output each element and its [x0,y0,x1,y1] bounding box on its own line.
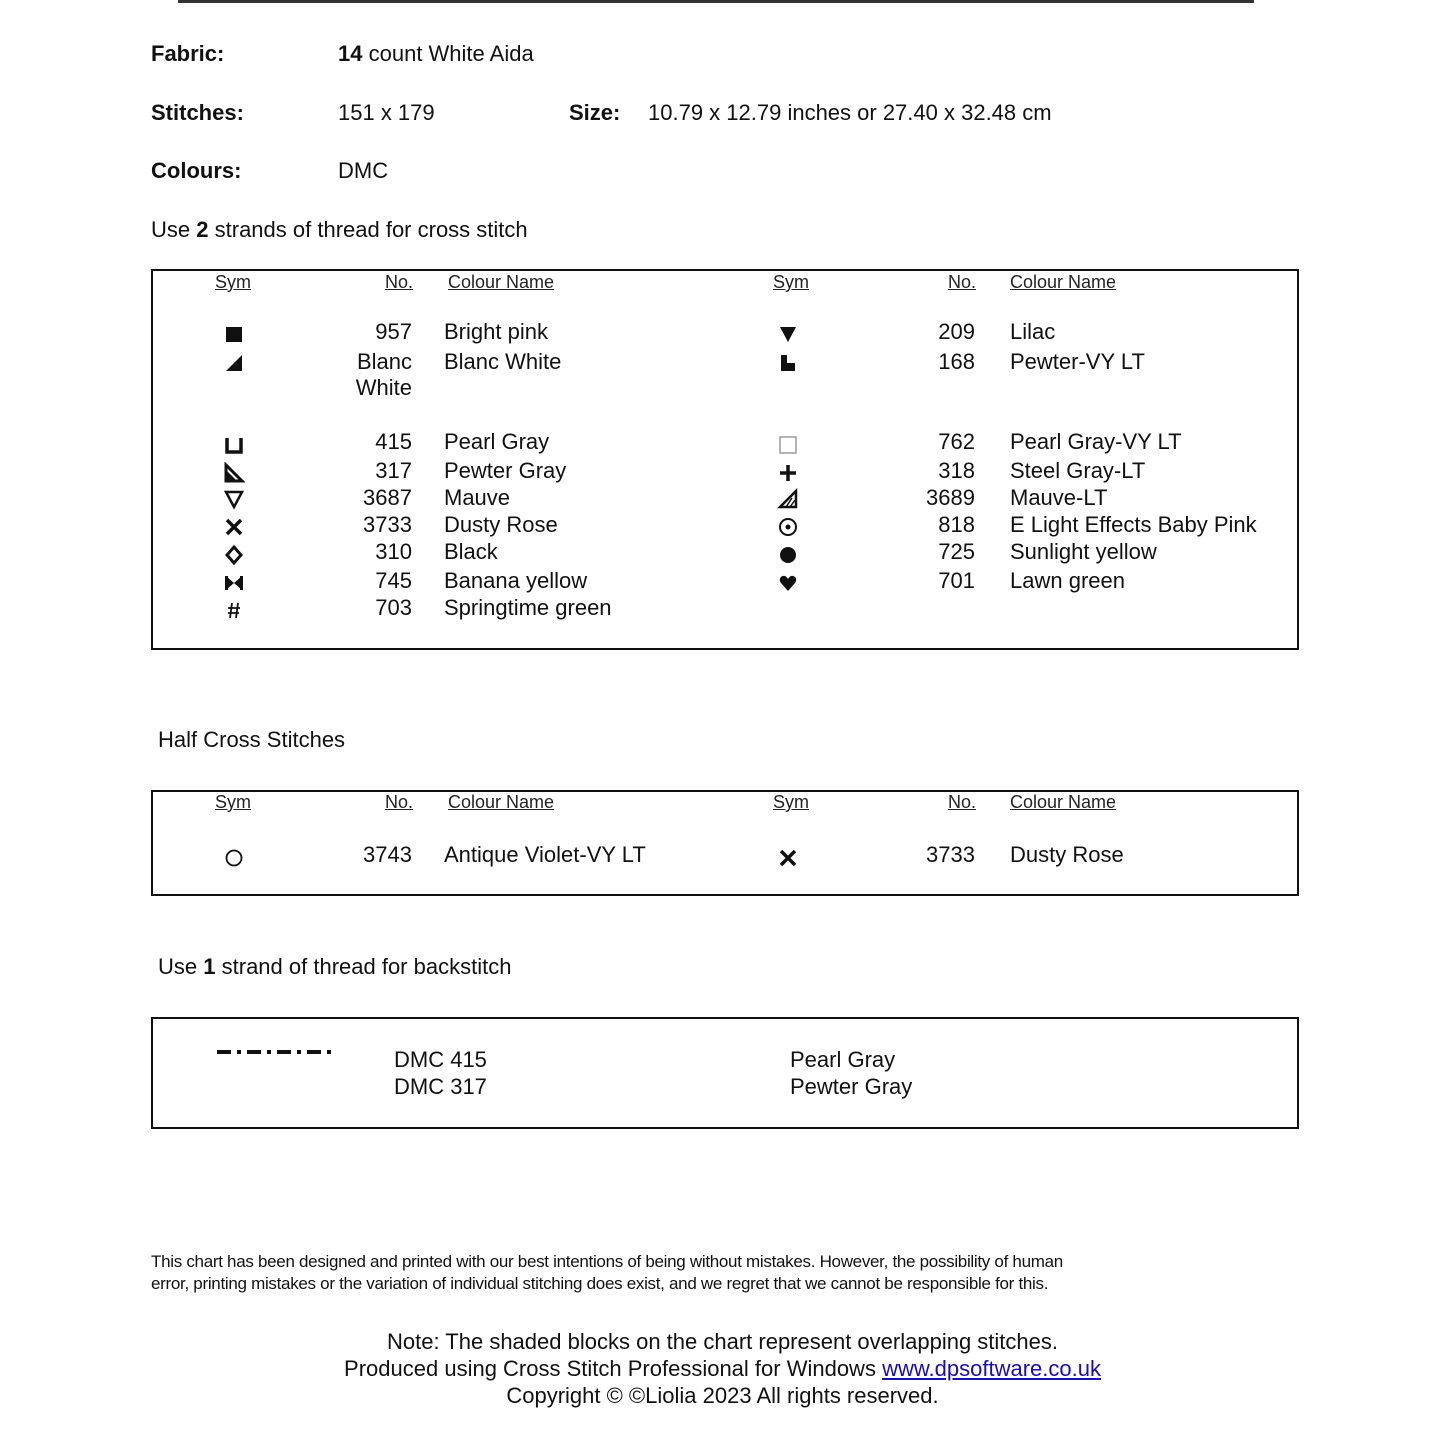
backstitch-pre: Use [158,954,198,979]
plus-icon [777,462,799,484]
col-header-sym-right: Sym [773,272,809,292]
half-triangle-icon [223,352,245,374]
half-cross-no-right: 3733 [926,842,975,867]
fabric-text: count White Aida [368,41,534,66]
row-colour-name: Black [444,539,498,564]
row-no: 3689 [926,485,975,510]
row-colour-name: Mauve-LT [1010,485,1108,510]
half-cross-name-left: Antique Violet-VY LT [444,842,646,867]
footer-produced [0,1355,1445,1382]
row-colour-name: Springtime green [444,595,612,620]
fabric-label: Fabric: [151,41,225,66]
row-colour-name: Steel Gray-LT [1010,458,1146,483]
heart-icon [777,572,799,594]
dash-dot-line-icon [216,1044,336,1054]
row-no: 957 [375,319,412,344]
row-no: 310 [375,539,412,564]
filled-circle-icon [777,544,799,566]
row-no: 745 [375,568,412,593]
row-colour-name: Pewter Gray [444,458,567,483]
cross-strands-post: strands of thread for cross stitch [214,217,528,242]
row-no: 3733 [363,512,412,537]
cross-stitch-instruction [151,217,528,243]
col-header-colour-left: Colour Name [448,792,555,812]
col-header-no-right: No. [948,792,977,812]
open-square-bracket-icon [223,434,245,456]
top-rule [178,0,1254,3]
produced-text: Produced using Cross Stitch Professional for Windows [344,1356,876,1381]
hash-icon [223,599,245,621]
backstitch-name: Pearl Gray [790,1047,896,1072]
backstitch-key-table [151,1017,1299,1129]
cross-strands-pre: Use [151,217,191,242]
disclaimer-line-1: This chart has been designed and printed with our best intentions of being without mistakes. However, the possibility of human [151,1252,1063,1271]
bowtie-icon [223,572,245,594]
col-header-no-left: No. [385,792,414,812]
cross-strands-num: 2 [196,217,209,242]
backstitch-post: strand of thread for backstitch [221,954,512,979]
col-header-no-left: No. [385,272,414,292]
row-no: 318 [938,458,975,483]
backstitch-code: DMC 415 [394,1047,487,1072]
row-no: 168 [938,349,975,374]
colours-label: Colours: [151,158,242,183]
footer-note: Note: The shaded blocks on the chart represent overlapping stitches. [387,1329,1058,1354]
x-mark-icon [777,847,799,869]
half-cross-title: Half Cross Stitches [158,727,346,752]
row-colour-name: Banana yellow [444,568,588,593]
row-no: 415 [375,429,412,454]
row-colour-name: Sunlight yellow [1010,539,1157,564]
down-triangle-icon [777,323,799,345]
size-value: 10.79 x 12.79 inches or 27.40 x 32.48 cm [648,100,1052,125]
stitches-value: 151 x 179 [338,100,435,125]
backstitch-num: 1 [203,954,216,979]
l-block-icon [777,352,799,374]
row-colour-name: Pearl Gray-VY LT [1010,429,1182,454]
row-colour-name: Lawn green [1010,568,1125,593]
half-cross-no-left: 3743 [363,842,412,867]
row-no: 818 [938,512,975,537]
col-header-colour-right: Colour Name [1010,272,1117,292]
col-header-no-right: No. [948,272,977,292]
backstitch-code: DMC 317 [394,1074,487,1099]
fabric-count: 14 [338,41,363,66]
fabric-value [338,41,534,67]
dpsoftware-link[interactable]: www.dpsoftware.co.uk [882,1356,1101,1381]
footer-copyright: Copyright © ©Liolia 2023 All rights reserved. [506,1383,939,1408]
row-no: 725 [938,539,975,564]
x-mark-icon [223,516,245,538]
row-colour-name: Pearl Gray [444,429,550,454]
row-no: 209 [938,319,975,344]
row-no: 762 [938,429,975,454]
disclaimer-line-2: error, printing mistakes or the variation of individual stitching does exist, and we regret that we cannot be responsible for this. [151,1274,1049,1293]
diamond-outline-icon [223,544,245,566]
col-header-colour-right: Colour Name [1010,792,1117,812]
row-colour-name: Blanc White [444,349,562,374]
row-no: Blanc White [355,349,412,400]
row-no: 3687 [363,485,412,510]
row-colour-name: E Light Effects Baby Pink [1010,512,1257,537]
right-triangle-icon [223,462,245,484]
row-no: 317 [375,458,412,483]
half-cross-name-right: Dusty Rose [1010,842,1124,867]
open-circle-icon [223,847,245,869]
stitches-label: Stitches: [151,100,244,125]
outline-down-triangle-icon [223,488,245,510]
row-colour-name: Bright pink [444,319,548,344]
backstitch-name: Pewter Gray [790,1074,913,1099]
hatched-triangle-icon [777,488,799,510]
row-colour-name: Pewter-VY LT [1010,349,1145,374]
backstitch-instruction [158,954,511,980]
row-colour-name: Dusty Rose [444,512,558,537]
col-header-colour-left: Colour Name [448,272,555,292]
filled-square-icon [223,323,245,345]
row-colour-name: Mauve [444,485,511,510]
col-header-sym-left: Sym [215,792,251,812]
row-no: 703 [375,595,412,620]
col-header-sym-left: Sym [215,272,251,292]
size-label: Size: [569,100,621,125]
empty-square-icon [777,434,799,456]
row-colour-name: Lilac [1010,319,1056,344]
circle-dot-icon [777,516,799,538]
row-no: 701 [938,568,975,593]
colours-value: DMC [338,158,389,183]
col-header-sym-right: Sym [773,792,809,812]
